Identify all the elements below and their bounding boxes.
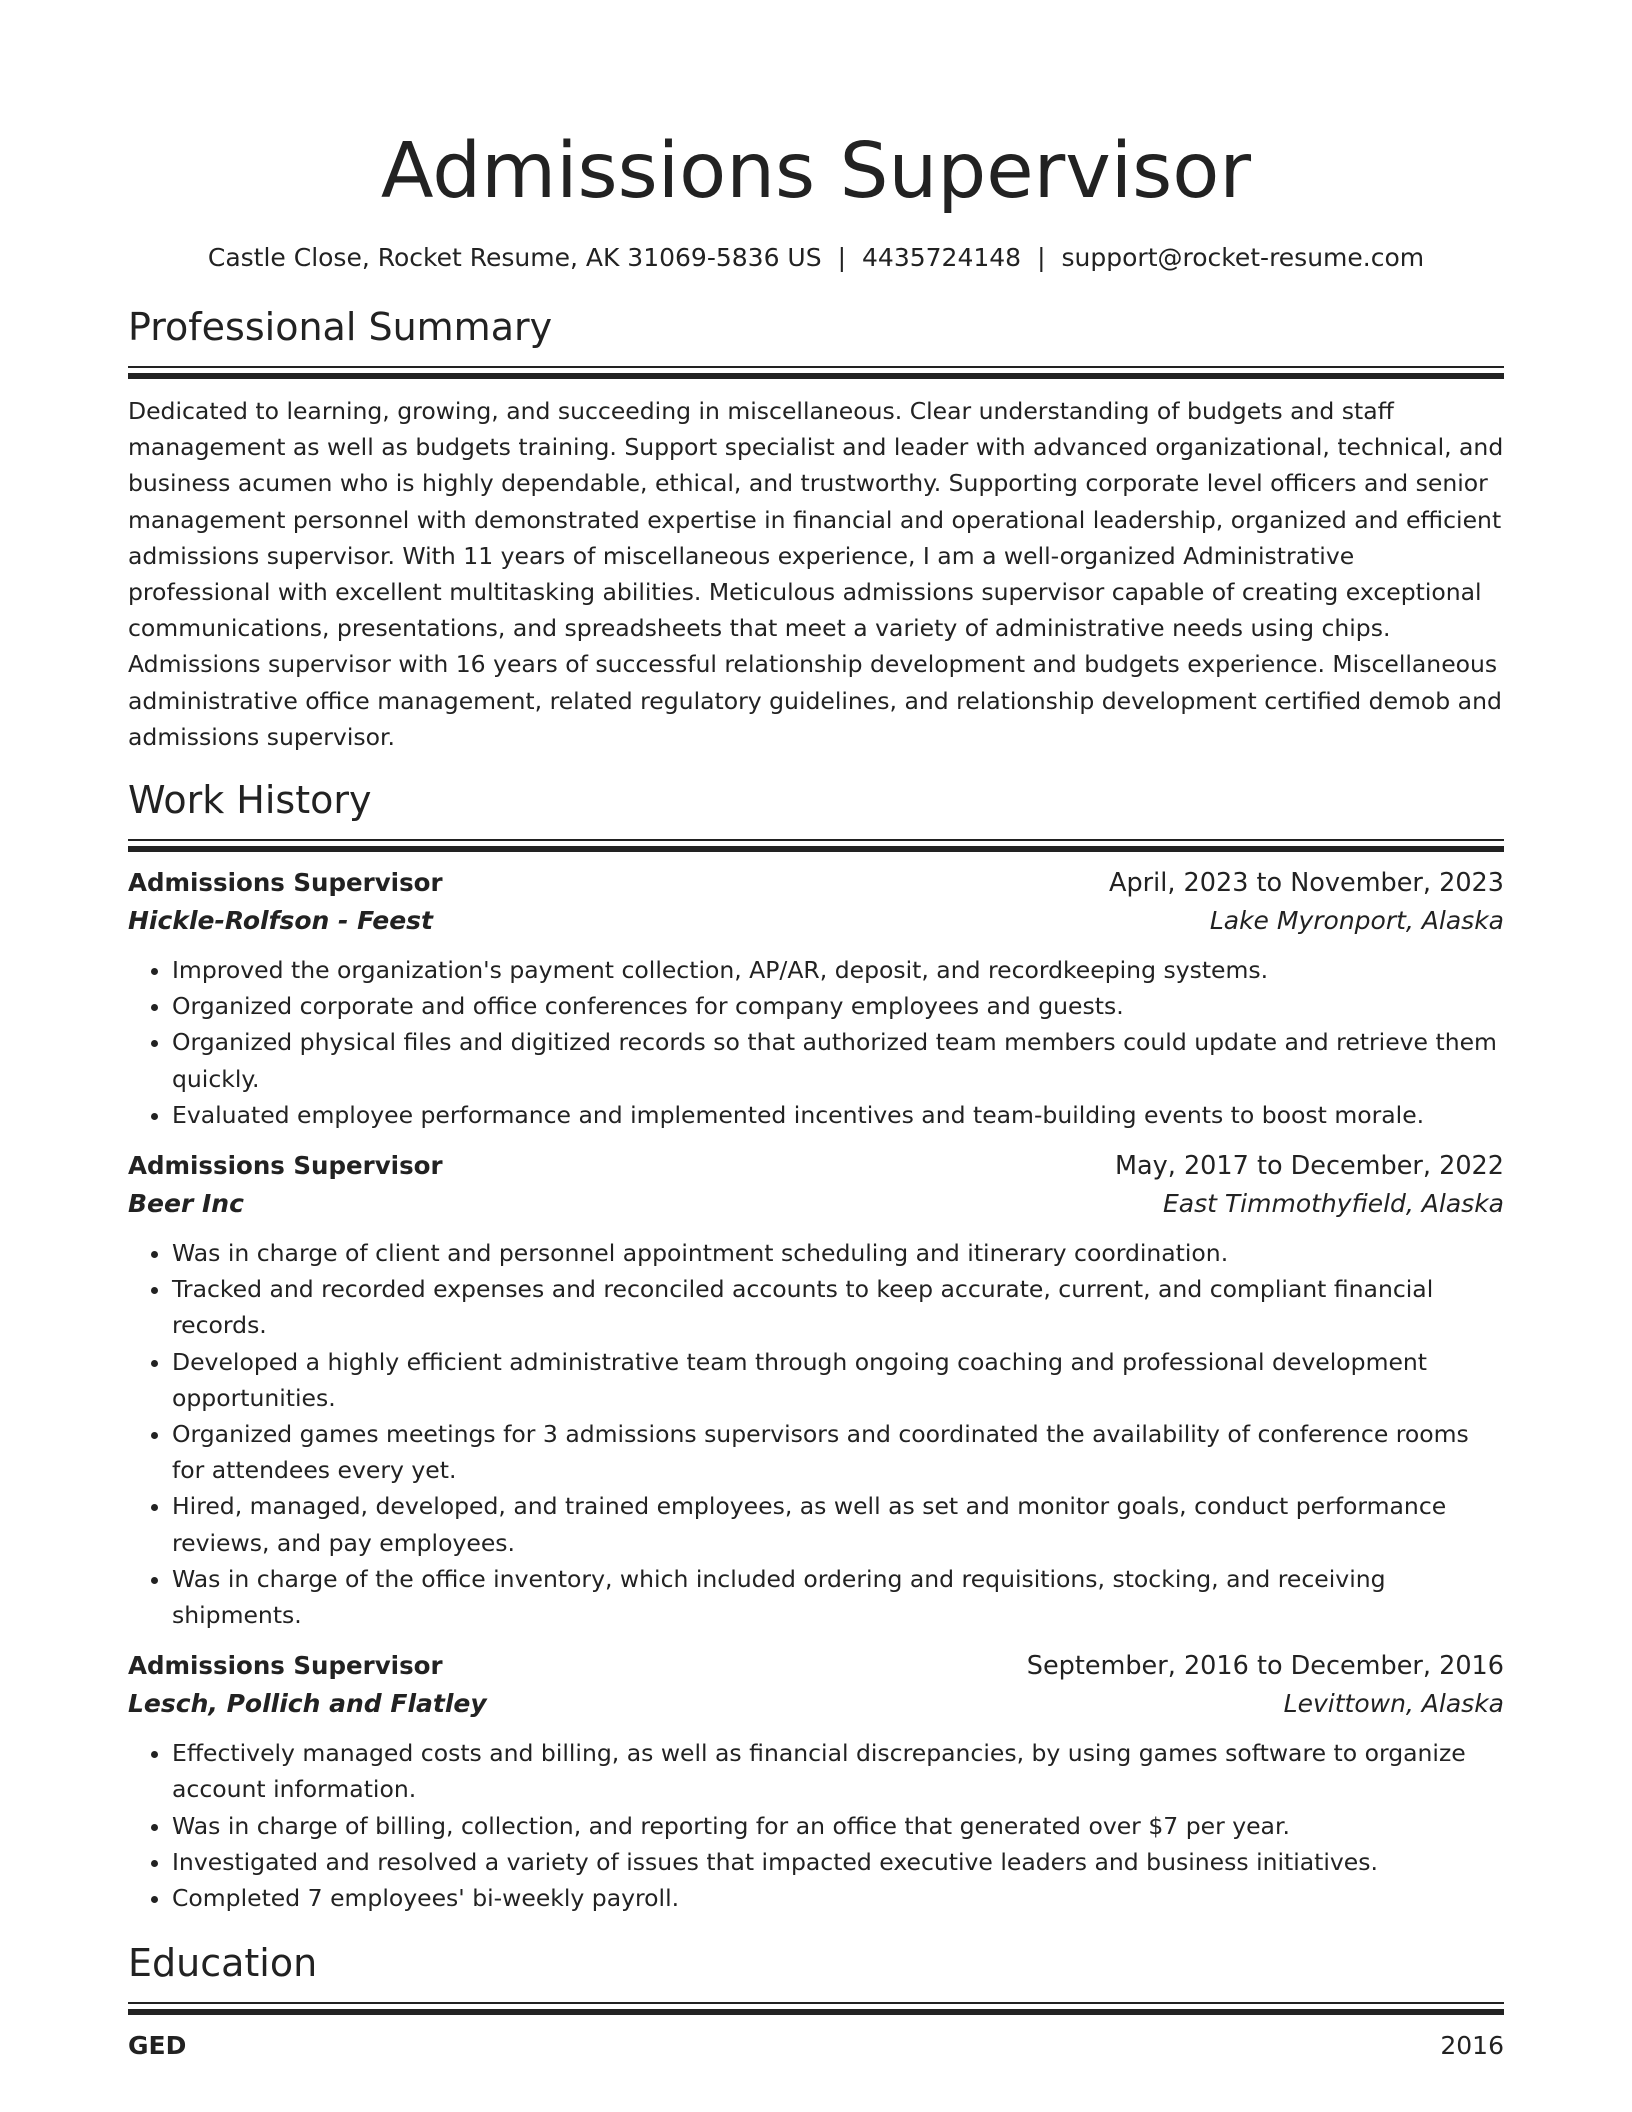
job-bullet: • Effectively managed costs and billing, as well as financial discrepancies, by using games software to organize account information.: [172, 1735, 1504, 1807]
job-bullet: • Improved the organization's payment collection, AP/AR, deposit, and recordkeeping systems.: [172, 952, 1504, 988]
job-bullet: • Was in charge of the office inventory, which included ordering and requisitions, stocking, and receiving shipments.: [172, 1561, 1504, 1633]
job-bullet: • Organized physical files and digitized records so that authorized team members could update and retrieve them quickly.: [172, 1024, 1504, 1096]
job-bullet: • Evaluated employee performance and implemented incentives and team-building events to boost morale.: [172, 1097, 1504, 1133]
job-bullet: • Completed 7 employees' bi-weekly payroll.: [172, 1880, 1504, 1916]
job-dates: May, 2017 to December, 2022: [1115, 1151, 1504, 1182]
education-year: 2016: [1440, 2031, 1504, 2061]
job-bullet: • Investigated and resolved a variety of issues that impacted executive leaders and business initiatives.: [172, 1844, 1504, 1880]
job-title: Admissions Supervisor: [128, 1151, 443, 1181]
education-row: [128, 2027, 1504, 2065]
summary-text: Dedicated to learning, growing, and succeeding in miscellaneous. Clear understanding of budgets and staff management as well as budgets training. Support specialist and leader with advanced organizational, technical, and business acumen who is highly dependable, ethical, and trustworthy. Supporting corporate level officers and senior management personnel with demonstrated expertise in financial and operational leadership, organized and efficient admissions supervisor. With 11 years of miscellaneous experience, I am a well-organized Administrative professional with excellent multitasking abilities. Meticulous admissions supervisor capable of creating exceptional communications, presentations, and spreadsheets that meet a variety of administrative needs using chips. Admissions supervisor with 16 years of successful relationship development and budgets experience. Miscellaneous administrative office management, related regulatory guidelines, and relationship development certified demob and admissions supervisor.: [128, 397, 1504, 751]
job-location: Lake Myronport, Alaska: [1209, 906, 1504, 936]
resume-name: Admissions Supervisor: [380, 127, 1252, 216]
education-degree: GED: [128, 2031, 187, 2061]
job-header-row: [128, 1147, 1504, 1185]
section-title-education: Education: [128, 1941, 318, 1986]
job-bullet: • Was in charge of client and personnel appointment scheduling and itinerary coordination.: [172, 1235, 1504, 1271]
section-divider: [128, 366, 1504, 379]
education-section: [128, 1938, 1504, 2065]
section-divider: [128, 839, 1504, 852]
job-entry: [128, 1147, 1504, 1633]
contact-email: support@rocket-resume.com: [1061, 243, 1425, 272]
contact-separator: |: [837, 243, 847, 272]
job-bullets: [128, 1735, 1504, 1916]
job-company-row: [128, 902, 1504, 940]
job-bullets: [128, 952, 1504, 1133]
job-company-row: [128, 1685, 1504, 1723]
job-bullet: • Organized games meetings for 3 admissions supervisors and coordinated the availability of conference rooms for attendees every yet.: [172, 1416, 1504, 1488]
section-divider: [128, 2002, 1504, 2015]
job-entry: [128, 1647, 1504, 1916]
job-entry: [128, 864, 1504, 1133]
contact-separator: |: [1037, 243, 1046, 272]
job-bullet: • Organized corporate and office conferences for company employees and guests.: [172, 988, 1504, 1024]
section-title-summary: Professional Summary: [128, 305, 553, 349]
job-company: Hickle-Rolfson - Feest: [128, 906, 433, 936]
job-title: Admissions Supervisor: [128, 1651, 443, 1681]
job-dates: September, 2016 to December, 2016: [1026, 1651, 1504, 1682]
job-bullet: • Was in charge of billing, collection, and reporting for an office that generated over $7 per year.: [172, 1808, 1504, 1844]
summary-section: [128, 302, 1504, 755]
contact-phone: 4435724148: [862, 243, 1022, 272]
contact-address: Castle Close, Rocket Resume, AK 31069-5836 US: [207, 243, 822, 272]
job-dates: April, 2023 to November, 2023: [1109, 868, 1504, 899]
job-bullets: [128, 1235, 1504, 1633]
job-company: Beer Inc: [128, 1189, 244, 1219]
job-bullet: • Developed a highly efficient administrative team through ongoing coaching and professional development opportunities.: [172, 1344, 1504, 1416]
contact-line: [128, 240, 1504, 276]
job-company-row: [128, 1185, 1504, 1223]
job-location: East Timmothyfield, Alaska: [1163, 1189, 1504, 1219]
job-company: Lesch, Pollich and Flatley: [128, 1689, 487, 1719]
section-title-work-history: Work History: [128, 778, 372, 823]
job-location: Levittown, Alaska: [1283, 1689, 1504, 1719]
job-header-row: [128, 1647, 1504, 1685]
job-header-row: [128, 864, 1504, 902]
job-bullet: • Hired, managed, developed, and trained employees, as well as set and monitor goals, conduct performance reviews, and pay employees.: [172, 1488, 1504, 1560]
work-history-section: [128, 775, 1504, 1916]
job-title: Admissions Supervisor: [128, 868, 443, 898]
job-bullet: • Tracked and recorded expenses and reconciled accounts to keep accurate, current, and compliant financial records.: [172, 1271, 1504, 1343]
